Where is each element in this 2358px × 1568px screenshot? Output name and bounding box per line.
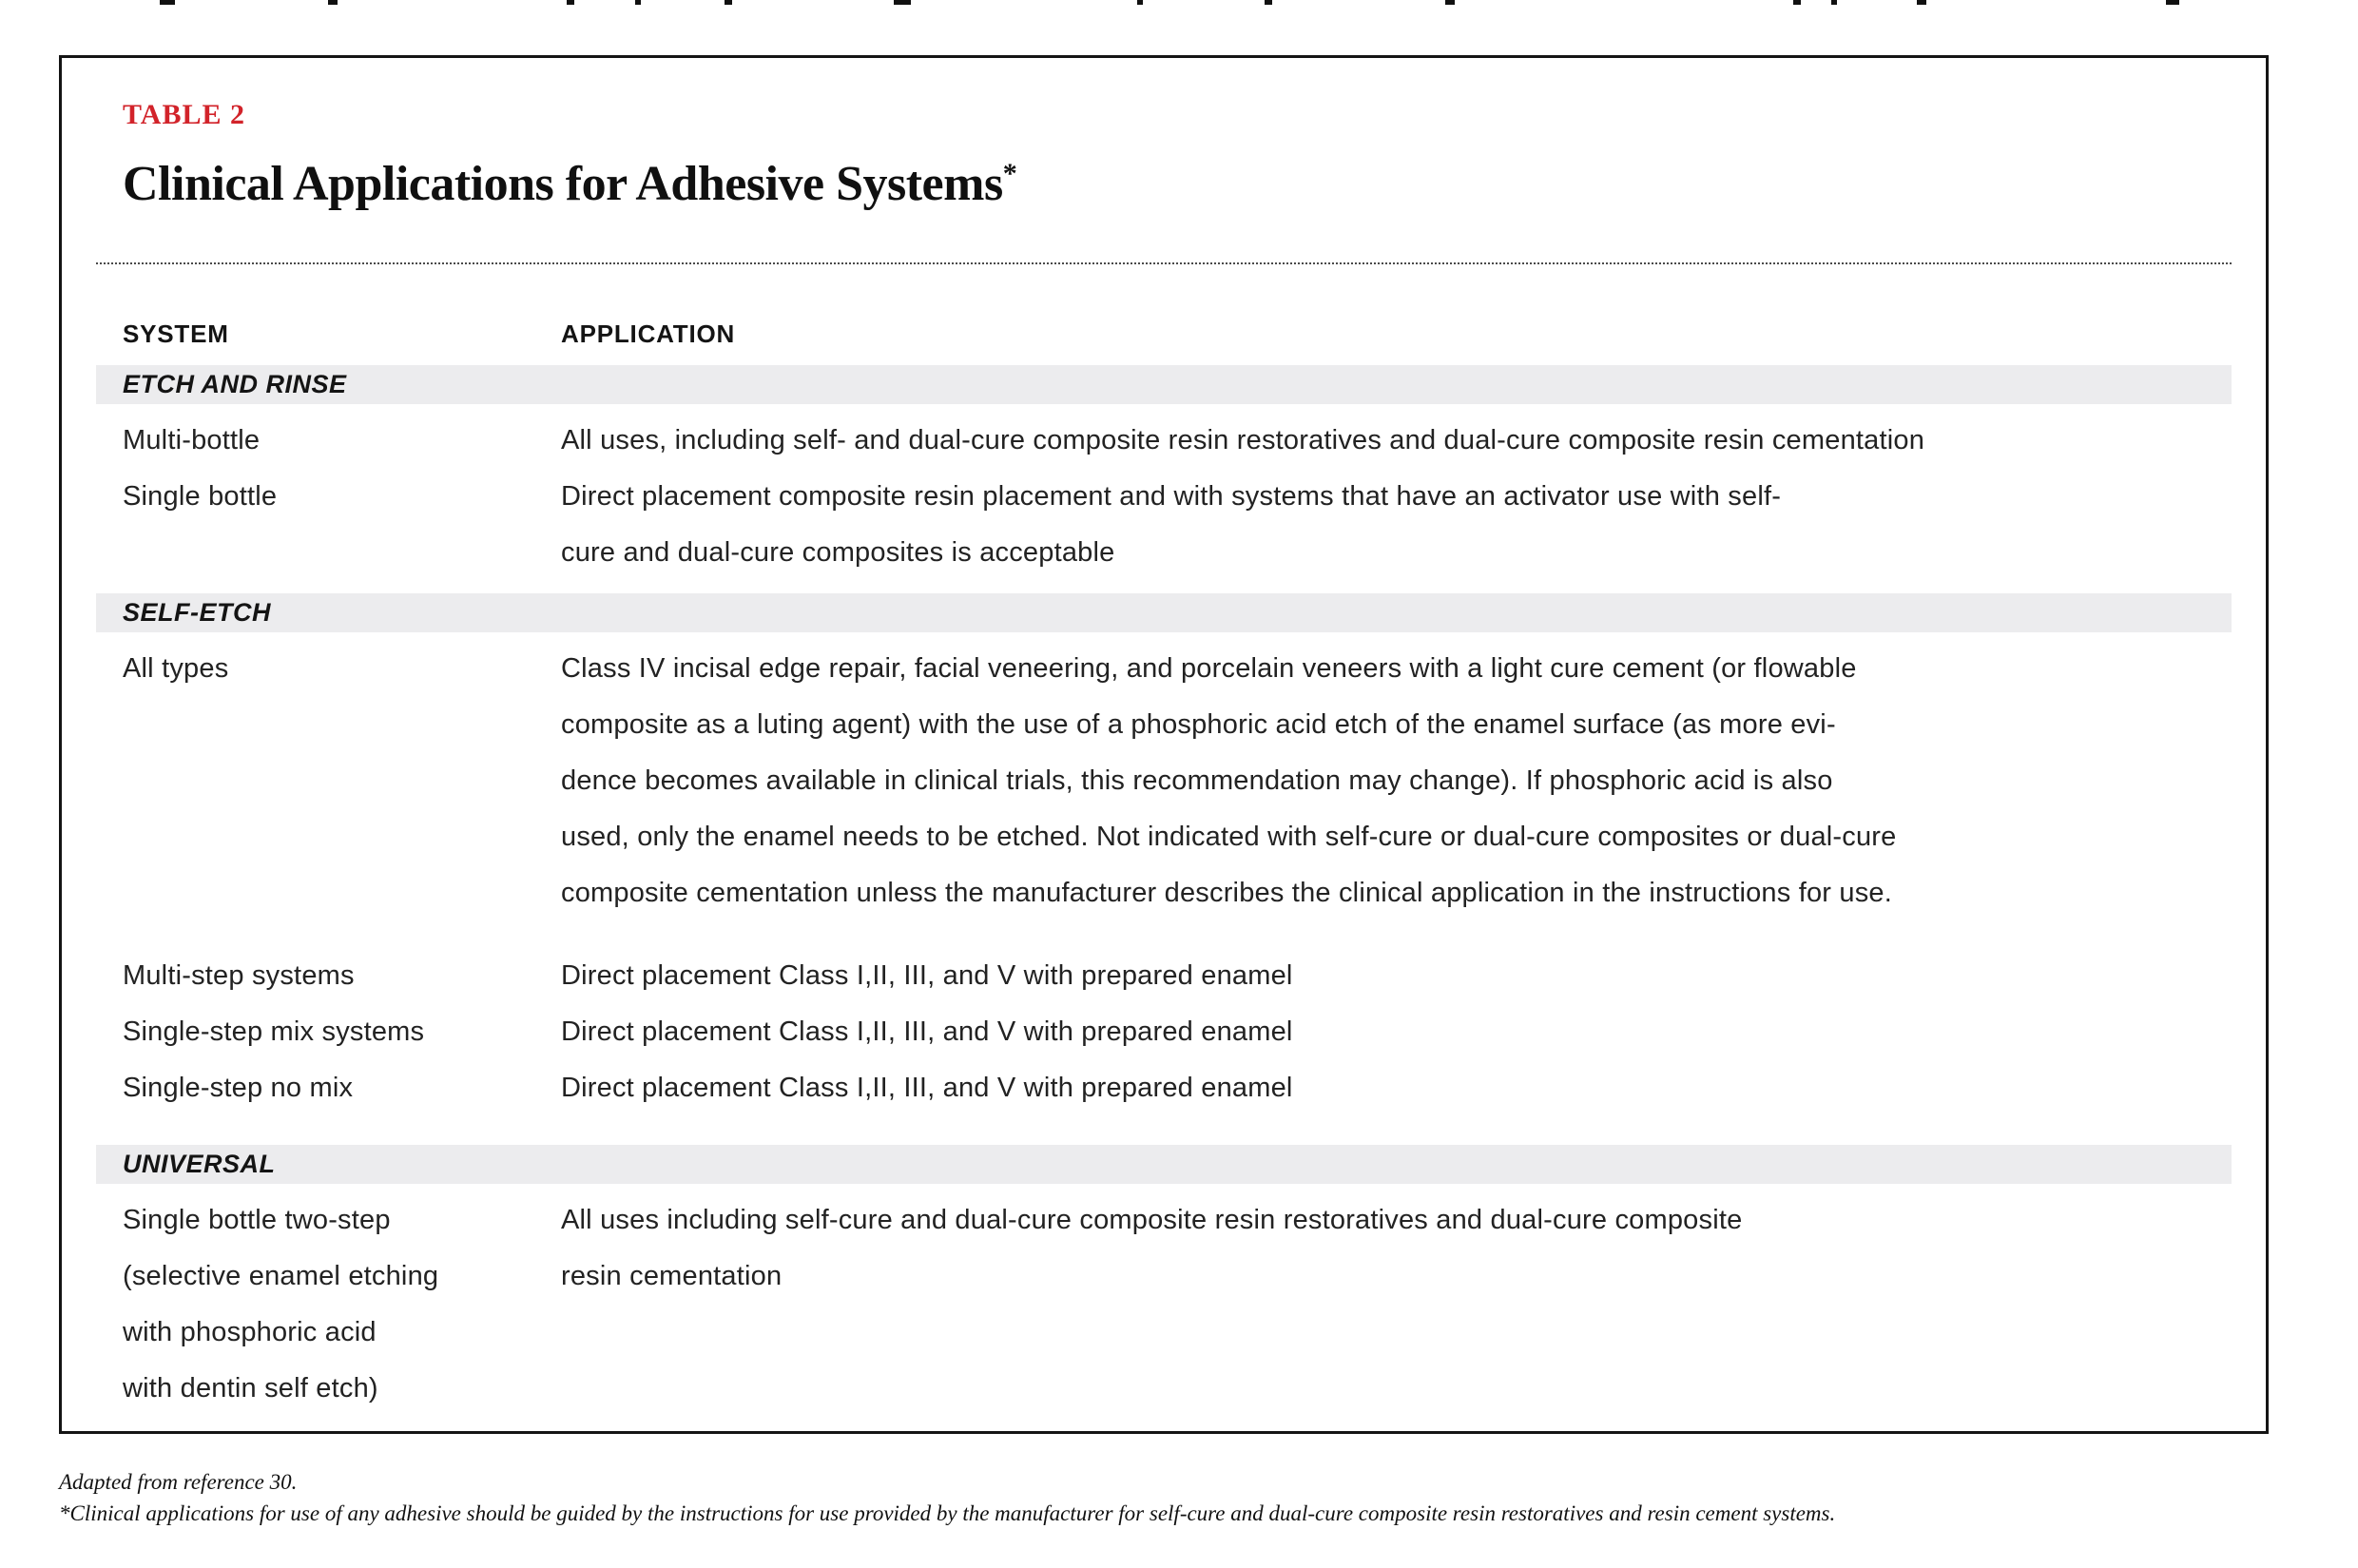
text-line: (selective enamel etching — [123, 1261, 439, 1291]
text-line: Direct placement composite resin placement and with systems that have an activator use with self- — [561, 481, 1782, 512]
title-asterisk: * — [1002, 158, 1017, 189]
footnotes — [59, 1466, 2151, 1529]
table-title-text: Clinical Applications for Adhesive Systems — [123, 157, 1003, 211]
rows-group — [96, 948, 2232, 1116]
system-cell — [123, 948, 561, 1004]
table-title — [123, 144, 2232, 215]
text-line: Multi-bottle — [123, 425, 261, 455]
cropped-glyph-fragment — [1831, 0, 1837, 5]
rows-group — [96, 413, 2232, 581]
text-line: resin cementation — [561, 1261, 783, 1291]
text-line: Direct placement Class I,II, III, and V with prepared enamel — [561, 1073, 1293, 1103]
cropped-glyph-fragment — [894, 0, 911, 5]
text-line: All uses including self-cure and dual-cure composite resin restoratives and dual-cure composite — [561, 1205, 1743, 1235]
dotted-divider — [96, 262, 2232, 264]
column-header-system: SYSTEM — [123, 319, 229, 348]
footnote-line: Adapted from reference 30. — [59, 1470, 298, 1494]
system-cell — [123, 1060, 561, 1116]
section-band: ETCH AND RINSE — [96, 365, 2232, 404]
system-cell — [123, 1004, 561, 1060]
text-line: with phosphoric acid — [123, 1317, 377, 1347]
application-cell — [561, 413, 2232, 469]
cropped-glyph-fragment — [1793, 0, 1801, 5]
rows-group — [96, 1192, 2232, 1417]
table-row — [96, 1060, 2232, 1116]
rows-group — [96, 641, 2232, 921]
text-line: Single-step no mix — [123, 1073, 354, 1103]
text-line: Direct placement Class I,II, III, and V with prepared enamel — [561, 960, 1293, 991]
text-line: Direct placement Class I,II, III, and V with prepared enamel — [561, 1016, 1293, 1047]
column-header-application: APPLICATION — [561, 319, 736, 348]
column-header-row — [96, 319, 2232, 348]
text-line: Single bottle two-step — [123, 1205, 391, 1235]
table-container — [59, 55, 2269, 1434]
table-row — [96, 948, 2232, 1004]
cropped-glyph-fragment — [328, 0, 338, 5]
section-band: SELF-ETCH — [96, 593, 2232, 632]
table-row — [96, 1004, 2232, 1060]
text-line: All uses, including self- and dual-cure composite resin restoratives and dual-cure composite resin cementation — [561, 425, 1925, 455]
table-row — [96, 469, 2232, 581]
cropped-glyph-fragment — [1265, 0, 1272, 5]
text-line: Multi-step systems — [123, 960, 355, 991]
footnote-line: *Clinical applications for use of any adhesive should be guided by the instructions for use provided by the manufacturer for self-cure and dual-cure composite resin restoratives and resin cement systems. — [59, 1501, 1836, 1525]
system-cell — [123, 469, 561, 581]
cropped-glyph-fragment — [635, 0, 641, 5]
cropped-glyph-fragment — [1445, 0, 1455, 5]
section-band: UNIVERSAL — [96, 1145, 2232, 1184]
table-row — [96, 413, 2232, 469]
text-line: composite cementation unless the manufacturer describes the clinical application in the instructions for use. — [561, 878, 1893, 908]
application-cell — [561, 1004, 2232, 1060]
cropped-glyph-fragment — [1137, 0, 1143, 5]
cropped-glyph-fragment — [160, 0, 175, 5]
text-line: Single bottle — [123, 481, 278, 512]
cropped-glyph-fragment — [567, 0, 574, 5]
text-line: Class IV incisal edge repair, facial veneering, and porcelain veneers with a light cure cement (or flowable — [561, 653, 1857, 684]
text-line: composite as a luting agent) with the use of a phosphoric acid etch of the enamel surface (as more evi- — [561, 709, 1836, 740]
application-cell — [561, 469, 2232, 581]
table-row — [96, 1192, 2232, 1417]
cropped-glyph-fragment — [2166, 0, 2179, 5]
text-line: used, only the enamel needs to be etched. Not indicated with self-cure or dual-cure composites or dual-cure — [561, 822, 1897, 852]
text-line: cure and dual-cure composites is acceptable — [561, 537, 1115, 568]
table-number-label: TABLE 2 — [123, 99, 245, 130]
cropped-glyph-fragment — [725, 0, 732, 5]
text-line: dence becomes available in clinical trials, this recommendation may change). If phosphoric acid is also — [561, 765, 1833, 796]
application-cell — [561, 948, 2232, 1004]
text-line: All types — [123, 653, 229, 684]
application-cell — [561, 1192, 2232, 1417]
table-row — [96, 641, 2232, 921]
cropped-glyph-fragment — [1917, 0, 1926, 5]
system-cell — [123, 641, 561, 921]
text-line: Single-step mix systems — [123, 1016, 425, 1047]
system-cell — [123, 413, 561, 469]
application-cell — [561, 641, 2232, 921]
table-body — [96, 365, 2232, 1417]
application-cell — [561, 1060, 2232, 1116]
system-cell — [123, 1192, 561, 1417]
text-line: with dentin self etch) — [123, 1373, 378, 1403]
